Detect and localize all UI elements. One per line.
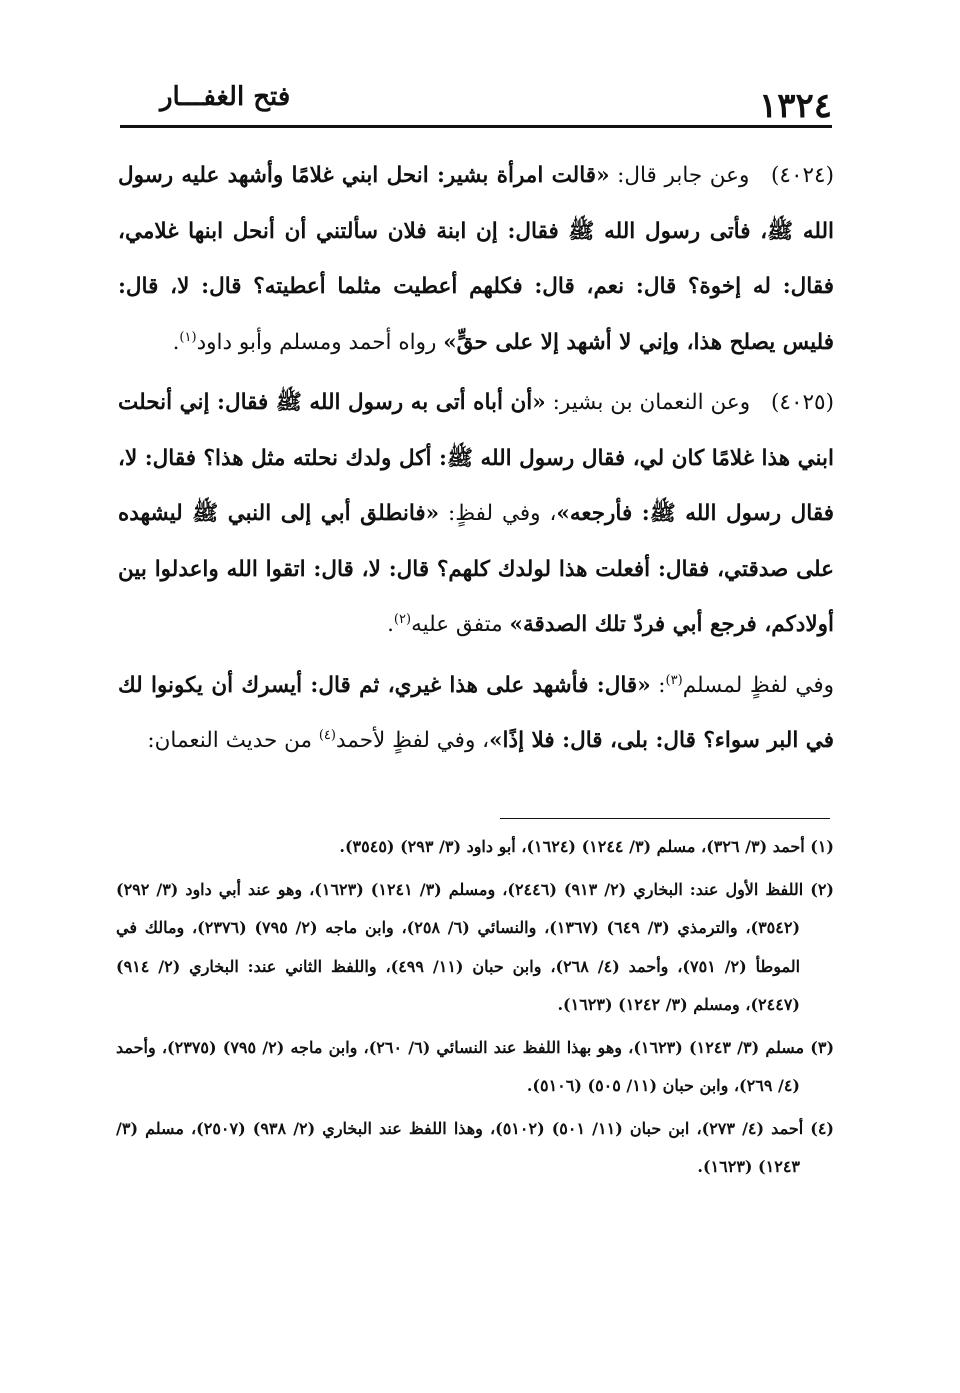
hadith-intro: وعن النعمان بن بشير: — [545, 390, 751, 415]
footnote-4: (٤) أحمد (٤/ ٢٧٣)، ابن حبان (١١/ ٥٠١) (٥١٠٢)، وهذا اللفظ عند البخاري (٢/ ٩٣٨) (٢٥٠٧)، مسلم (٣/ ١٢٤٣) (١٦٢٣). — [116, 1118, 834, 1176]
hadith-4025 — [118, 375, 834, 653]
running-title: فتح الغفـــار — [160, 82, 291, 112]
hadith-intro: وعن جابر قال: — [609, 163, 750, 188]
hadith-middle: ، وفي لفظٍ: — [439, 501, 557, 526]
hadith-end: . — [172, 329, 180, 355]
variant-quote: «قال: فأشهد على هذا غيري، ثم قال: أيسرك أن يكونوا لك في البر سواء؟ قال: بلى، قال: فلا إذًا» — [118, 672, 834, 753]
variant-paragraph — [118, 658, 834, 769]
footnote-1: (١) أحمد (٣/ ٣٢٦)، مسلم (٣/ ١٢٤٤) (١٦٢٤)، أبو داود (٣/ ٢٩٣) (٣٥٤٥). — [339, 837, 834, 856]
page-number: ١٣٢٤ — [758, 86, 832, 126]
header-rule — [120, 125, 832, 128]
hadith-quote: «قالت امرأة بشير: انحل ابني غلامًا وأشهد عليه رسول الله ﷺ، فأتى رسول الله ﷺ فقال: إن ابنة فلان سألتني أن أنحل ابنها غلامي، فقال: له إخوة؟ قال: نعم، قال: فكلهم أعطيت مثلما أعطيته؟ قال: لا، قال: فليس يصلح هذا، وإني لا أشهد إلا على حقٍّ» — [118, 163, 834, 355]
footnote-2: (٢) اللفظ الأول عند: البخاري (٢/ ٩١٣) (٢٤٤٦)، ومسلم (٣/ ١٢٤١) (١٦٢٣)، وهو عند أبي داود (٣/ ٢٩٢) (٣٥٤٢)، والترمذي (٣/ ٦٤٩) (١٣٦٧)، والنسائي (٦/ ٢٥٨)، وابن ماجه (٢/ ٧٩٥) (٢٣٧٦)، ومالك في الموطأ (٢/ ٧٥١)، وأحمد (٤/ ٢٦٨)، وابن حبان (١١/ ٤٩٩)، واللفظ الثاني عند: البخاري (٢/ ٩١٤) (٢٤٤٧)، ومسلم (٣/ ١٢٤٢) (١٦٢٣). — [116, 879, 834, 1014]
footnotes — [116, 828, 834, 1191]
hadith-number: (٤٠٢٥) — [771, 390, 834, 415]
hadith-attribution: متفق عليه — [411, 612, 510, 637]
variant-intro: وفي لفظٍ لمسلم — [682, 672, 835, 698]
footnote-3: (٣) مسلم (٣/ ١٢٤٣) (١٦٢٣)، وهو بهذا اللفظ عند النسائي (٦/ ٢٦٠)، وابن ماجه (٢/ ٧٩٥) (٢٣٧٥)، وأحمد (٤/ ٢٦٩)، وابن حبان (١١/ ٥٠٥) (٥١٠٦). — [116, 1037, 835, 1095]
hadith-number: (٤٠٢٤) — [771, 163, 834, 188]
hadith-end: . — [387, 612, 394, 637]
hadith-attribution: رواه أحمد ومسلم وأبو داود — [196, 329, 444, 355]
variant-end: من حديث النعمان: — [147, 728, 319, 753]
footnote-ref: (٣) — [665, 672, 683, 688]
hadith-quote-2: «فانطلق أبي إلى النبي ﷺ ليشهده على صدقتي، فقال: أفعلت هذا لولدك كلهم؟ قال: لا، قال: اتقوا الله واعدلوا بين أولادكم، فرجع أبي فردّ تلك الصدقة» — [118, 501, 834, 637]
page-header — [120, 78, 832, 128]
footnote-ref: (٤) — [318, 727, 336, 743]
footnote-ref: (١) — [179, 329, 197, 345]
variant-middle: ، وفي لفظٍ لأحمد — [335, 728, 490, 753]
main-text — [118, 148, 834, 774]
hadith-4024 — [118, 148, 834, 370]
footnote-separator — [500, 818, 830, 819]
footnote-ref: (٢) — [393, 611, 412, 627]
variant-colon: : — [650, 672, 666, 698]
hadith-quote: «أن أباه أتى به رسول الله ﷺ فقال: إني أنحلت ابني هذا غلامًا كان لي، فقال رسول الله ﷺ: أكل ولدك نحلته مثل هذا؟ فقال: لا، فقال رسول الله ﷺ: فأرجعه» — [118, 390, 834, 526]
